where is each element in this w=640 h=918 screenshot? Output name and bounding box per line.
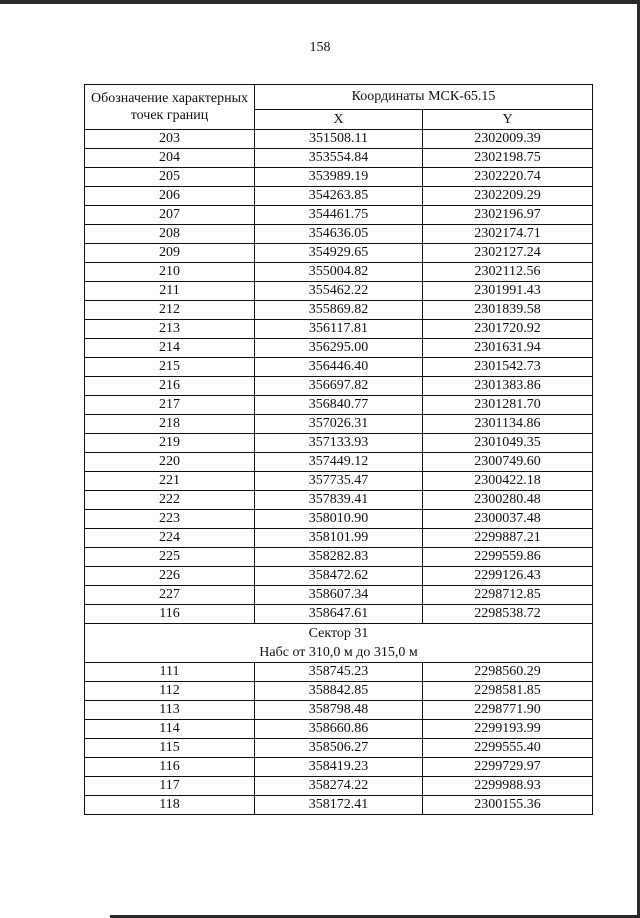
point-cell: 216 xyxy=(85,377,255,396)
x-coordinate-cell: 358472.62 xyxy=(255,567,423,586)
point-cell: 116 xyxy=(85,758,255,777)
y-coordinate-cell: 2300037.48 xyxy=(423,510,593,529)
y-coordinate-cell: 2301281.70 xyxy=(423,396,593,415)
x-coordinate-cell: 356446.40 xyxy=(255,358,423,377)
table-row xyxy=(85,663,593,682)
y-coordinate-cell: 2302174.71 xyxy=(423,225,593,244)
table-row xyxy=(85,149,593,168)
x-coordinate-cell: 356295.00 xyxy=(255,339,423,358)
point-cell: 111 xyxy=(85,663,255,682)
y-coordinate-cell: 2299988.93 xyxy=(423,777,593,796)
x-coordinate-cell: 358798.48 xyxy=(255,701,423,720)
table-row xyxy=(85,529,593,548)
sector-section xyxy=(85,624,593,663)
table-row xyxy=(85,320,593,339)
y-coordinate-cell: 2301542.73 xyxy=(423,358,593,377)
point-cell: 116 xyxy=(85,605,255,624)
point-cell: 212 xyxy=(85,301,255,320)
point-cell: 222 xyxy=(85,491,255,510)
x-coordinate-cell: 354461.75 xyxy=(255,206,423,225)
point-cell: 117 xyxy=(85,777,255,796)
x-coordinate-cell: 357026.31 xyxy=(255,415,423,434)
x-coordinate-cell: 358419.23 xyxy=(255,758,423,777)
x-coordinate-cell: 358842.85 xyxy=(255,682,423,701)
y-coordinate-cell: 2300280.48 xyxy=(423,491,593,510)
sector-subtitle: Набс от 310,0 м до 315,0 м xyxy=(259,645,418,660)
y-coordinate-cell: 2301720.92 xyxy=(423,320,593,339)
table-row xyxy=(85,187,593,206)
point-cell: 112 xyxy=(85,682,255,701)
y-column-header: Y xyxy=(423,109,593,129)
point-cell: 207 xyxy=(85,206,255,225)
y-coordinate-cell: 2301991.43 xyxy=(423,282,593,301)
y-coordinate-cell: 2302127.24 xyxy=(423,244,593,263)
x-coordinate-cell: 353554.84 xyxy=(255,149,423,168)
table-row xyxy=(85,168,593,187)
point-cell: 115 xyxy=(85,739,255,758)
point-cell: 221 xyxy=(85,472,255,491)
x-coordinate-cell: 358660.86 xyxy=(255,720,423,739)
table-row xyxy=(85,282,593,301)
sector-row xyxy=(85,624,593,663)
x-coordinate-cell: 357839.41 xyxy=(255,491,423,510)
x-coordinate-cell: 354929.65 xyxy=(255,244,423,263)
point-cell: 211 xyxy=(85,282,255,301)
x-coordinate-cell: 358101.99 xyxy=(255,529,423,548)
table-row xyxy=(85,548,593,567)
table-row xyxy=(85,130,593,149)
coordinates-table xyxy=(84,84,593,815)
table-row xyxy=(85,244,593,263)
sector-cell xyxy=(85,624,593,663)
point-cell: 220 xyxy=(85,453,255,472)
x-coordinate-cell: 357735.47 xyxy=(255,472,423,491)
table-row xyxy=(85,491,593,510)
table-row xyxy=(85,453,593,472)
table-row xyxy=(85,510,593,529)
point-cell: 219 xyxy=(85,434,255,453)
table-row xyxy=(85,796,593,815)
x-column-header: X xyxy=(255,109,423,129)
x-coordinate-cell: 354263.85 xyxy=(255,187,423,206)
point-cell: 223 xyxy=(85,510,255,529)
table-row xyxy=(85,472,593,491)
coordinates-header: Координаты МСК-65.15 xyxy=(255,85,593,110)
point-cell: 118 xyxy=(85,796,255,815)
y-coordinate-cell: 2301049.35 xyxy=(423,434,593,453)
table-row xyxy=(85,567,593,586)
point-cell: 214 xyxy=(85,339,255,358)
point-cell: 225 xyxy=(85,548,255,567)
x-coordinate-cell: 354636.05 xyxy=(255,225,423,244)
table-row xyxy=(85,720,593,739)
y-coordinate-cell: 2301631.94 xyxy=(423,339,593,358)
table-row xyxy=(85,605,593,624)
y-coordinate-cell: 2298771.90 xyxy=(423,701,593,720)
x-coordinate-cell: 356697.82 xyxy=(255,377,423,396)
point-cell: 209 xyxy=(85,244,255,263)
point-cell: 113 xyxy=(85,701,255,720)
point-cell: 204 xyxy=(85,149,255,168)
y-coordinate-cell: 2298538.72 xyxy=(423,605,593,624)
y-coordinate-cell: 2299193.99 xyxy=(423,720,593,739)
point-cell: 217 xyxy=(85,396,255,415)
y-coordinate-cell: 2302196.97 xyxy=(423,206,593,225)
sector-title: Сектор 31 xyxy=(308,626,369,641)
y-coordinate-cell: 2301839.58 xyxy=(423,301,593,320)
table-row xyxy=(85,434,593,453)
table-row xyxy=(85,263,593,282)
x-coordinate-cell: 358010.90 xyxy=(255,510,423,529)
point-cell: 205 xyxy=(85,168,255,187)
y-coordinate-cell: 2302198.75 xyxy=(423,149,593,168)
y-coordinate-cell: 2302112.56 xyxy=(423,263,593,282)
scan-border-top xyxy=(0,0,640,4)
x-coordinate-cell: 355004.82 xyxy=(255,263,423,282)
point-cell: 224 xyxy=(85,529,255,548)
y-coordinate-cell: 2302209.29 xyxy=(423,187,593,206)
y-coordinate-cell: 2301383.86 xyxy=(423,377,593,396)
y-coordinate-cell: 2299126.43 xyxy=(423,567,593,586)
x-coordinate-cell: 356840.77 xyxy=(255,396,423,415)
x-coordinate-cell: 358282.83 xyxy=(255,548,423,567)
point-cell: 215 xyxy=(85,358,255,377)
table-row xyxy=(85,206,593,225)
table-row xyxy=(85,377,593,396)
y-coordinate-cell: 2300155.36 xyxy=(423,796,593,815)
table-row xyxy=(85,396,593,415)
table-row xyxy=(85,739,593,758)
x-coordinate-cell: 358506.27 xyxy=(255,739,423,758)
table-row xyxy=(85,225,593,244)
y-coordinate-cell: 2302220.74 xyxy=(423,168,593,187)
y-coordinate-cell: 2299559.86 xyxy=(423,548,593,567)
point-cell: 114 xyxy=(85,720,255,739)
table-row xyxy=(85,358,593,377)
point-cell: 213 xyxy=(85,320,255,339)
point-cell: 203 xyxy=(85,130,255,149)
x-coordinate-cell: 358607.34 xyxy=(255,586,423,605)
point-cell: 226 xyxy=(85,567,255,586)
x-coordinate-cell: 353989.19 xyxy=(255,168,423,187)
table-row xyxy=(85,758,593,777)
x-coordinate-cell: 356117.81 xyxy=(255,320,423,339)
table-row xyxy=(85,586,593,605)
y-coordinate-cell: 2298712.85 xyxy=(423,586,593,605)
table-row xyxy=(85,301,593,320)
x-coordinate-cell: 358647.61 xyxy=(255,605,423,624)
y-coordinate-cell: 2301134.86 xyxy=(423,415,593,434)
y-coordinate-cell: 2300422.18 xyxy=(423,472,593,491)
point-cell: 227 xyxy=(85,586,255,605)
table-row xyxy=(85,777,593,796)
y-coordinate-cell: 2299555.40 xyxy=(423,739,593,758)
x-coordinate-cell: 351508.11 xyxy=(255,130,423,149)
x-coordinate-cell: 357449.12 xyxy=(255,453,423,472)
y-coordinate-cell: 2300749.60 xyxy=(423,453,593,472)
table-row xyxy=(85,701,593,720)
x-coordinate-cell: 355869.82 xyxy=(255,301,423,320)
point-column-header: Обозначение характерных точек границ xyxy=(85,85,255,130)
y-coordinate-cell: 2298560.29 xyxy=(423,663,593,682)
x-coordinate-cell: 358274.22 xyxy=(255,777,423,796)
table-body-sector xyxy=(85,663,593,815)
point-cell: 206 xyxy=(85,187,255,206)
y-coordinate-cell: 2299887.21 xyxy=(423,529,593,548)
point-cell: 210 xyxy=(85,263,255,282)
table-row xyxy=(85,339,593,358)
table-row xyxy=(85,415,593,434)
page-number: 158 xyxy=(309,40,331,55)
point-cell: 208 xyxy=(85,225,255,244)
x-coordinate-cell: 357133.93 xyxy=(255,434,423,453)
x-coordinate-cell: 355462.22 xyxy=(255,282,423,301)
y-coordinate-cell: 2298581.85 xyxy=(423,682,593,701)
x-coordinate-cell: 358172.41 xyxy=(255,796,423,815)
table-body-main xyxy=(85,130,593,624)
table-row xyxy=(85,682,593,701)
x-coordinate-cell: 358745.23 xyxy=(255,663,423,682)
y-coordinate-cell: 2302009.39 xyxy=(423,130,593,149)
y-coordinate-cell: 2299729.97 xyxy=(423,758,593,777)
point-cell: 218 xyxy=(85,415,255,434)
